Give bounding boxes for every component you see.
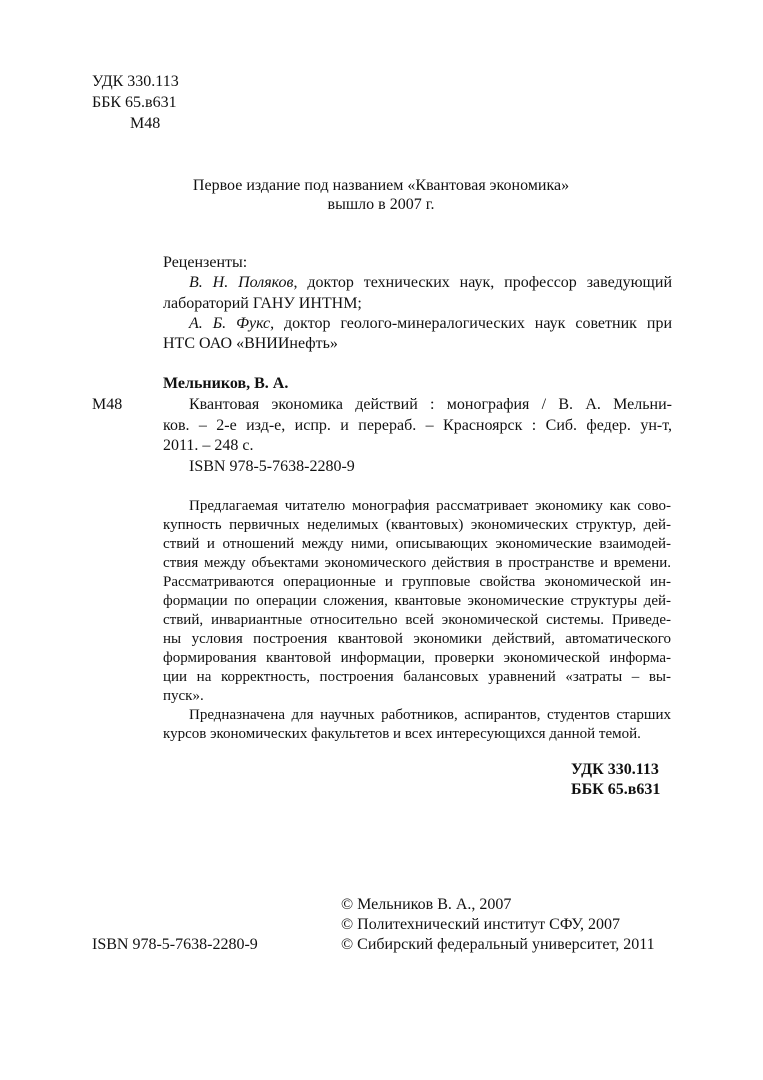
reviewer-1 [189,273,672,293]
reviewer-2-desc: , доктор геолого-минералогических наук советник при [270,315,673,332]
abstract-line: Предлагаемая читателю монография рассматривает экономику как сово- [189,498,671,514]
first-edition-line1: Первое издание под названием «Квантовая экономика» [192,177,570,194]
catalog-isbn: ISBN 978-5-7638-2280-9 [189,458,355,475]
udk-bottom: УДК 330.113 [571,761,659,778]
catalog-line2: ков. – 2-е изд-е, испр. и перераб. – Красноярск : Сиб. федер. ун-т, [163,417,672,434]
reviewer-2 [189,314,672,334]
abstract-line: ствий и отношений между ними, описывающих экономические взаимодей- [163,536,671,552]
footer-isbn: ISBN 978-5-7638-2280-9 [92,936,258,953]
author-mark-top: М48 [130,115,161,132]
copyright-author: © Мельников В. А., 2007 [341,896,512,913]
abstract-line: Рассматриваются операционные и групповые свойства экономической ин- [163,574,671,590]
audience-line1: Предназначена для научных работников, аспирантов, студентов старших [189,707,671,723]
first-edition-line2: вышло в 2007 г. [327,196,435,213]
reviewer-1-line2: лабораторий ГАНУ ИНТНМ; [163,295,362,312]
abstract-line: ции на корректность, построения балансовых уравнений «затраты – вы- [163,669,671,685]
catalog-line1: Квантовая экономика действий : монография / В. А. Мельни- [189,396,672,413]
catalog-mark: М48 [92,396,123,413]
reviewer-1-name: В. Н. Поляков [189,274,294,291]
bbk-bottom: ББК 65.в631 [571,781,661,798]
reviewer-2-line2: НТС ОАО «ВНИИнефть» [163,335,338,352]
reviewers-heading: Рецензенты: [163,254,248,271]
copyright-university: © Сибирский федеральный университет, 2011 [341,936,655,953]
udk-top: УДК 330.113 [92,73,179,90]
copyright-institute: © Политехнический институт СФУ, 2007 [341,916,620,933]
catalog-line3: 2011. – 248 с. [163,437,254,454]
abstract-line: формации по операции сложения, квантовые экономические структуры дей- [163,593,671,609]
abstract-line: формирования квантовой информации, проверки экономической информа- [163,650,671,666]
bbk-top: ББК 65.в631 [92,94,177,111]
reviewer-2-name: А. Б. Фукс [189,315,271,332]
abstract-line: ны условия построения квантовой экономики действий, автоматического [163,631,671,647]
abstract-line: купность первичных неделимых (квантовых) экономических структур, дей- [163,517,671,533]
abstract-line: ствия между объектами экономического действия в пространстве и времени. [163,555,671,571]
reviewer-1-desc: , доктор технических наук, профессор заведующий [293,274,672,291]
catalog-author: Мельников, В. А. [163,375,289,392]
audience-line2: курсов экономических факультетов и всех интересующихся данной темой. [163,726,641,742]
abstract-line: пуск». [163,688,204,704]
abstract-line: ствий, инвариантные относительно всей экономической системы. Приведе- [163,612,671,628]
